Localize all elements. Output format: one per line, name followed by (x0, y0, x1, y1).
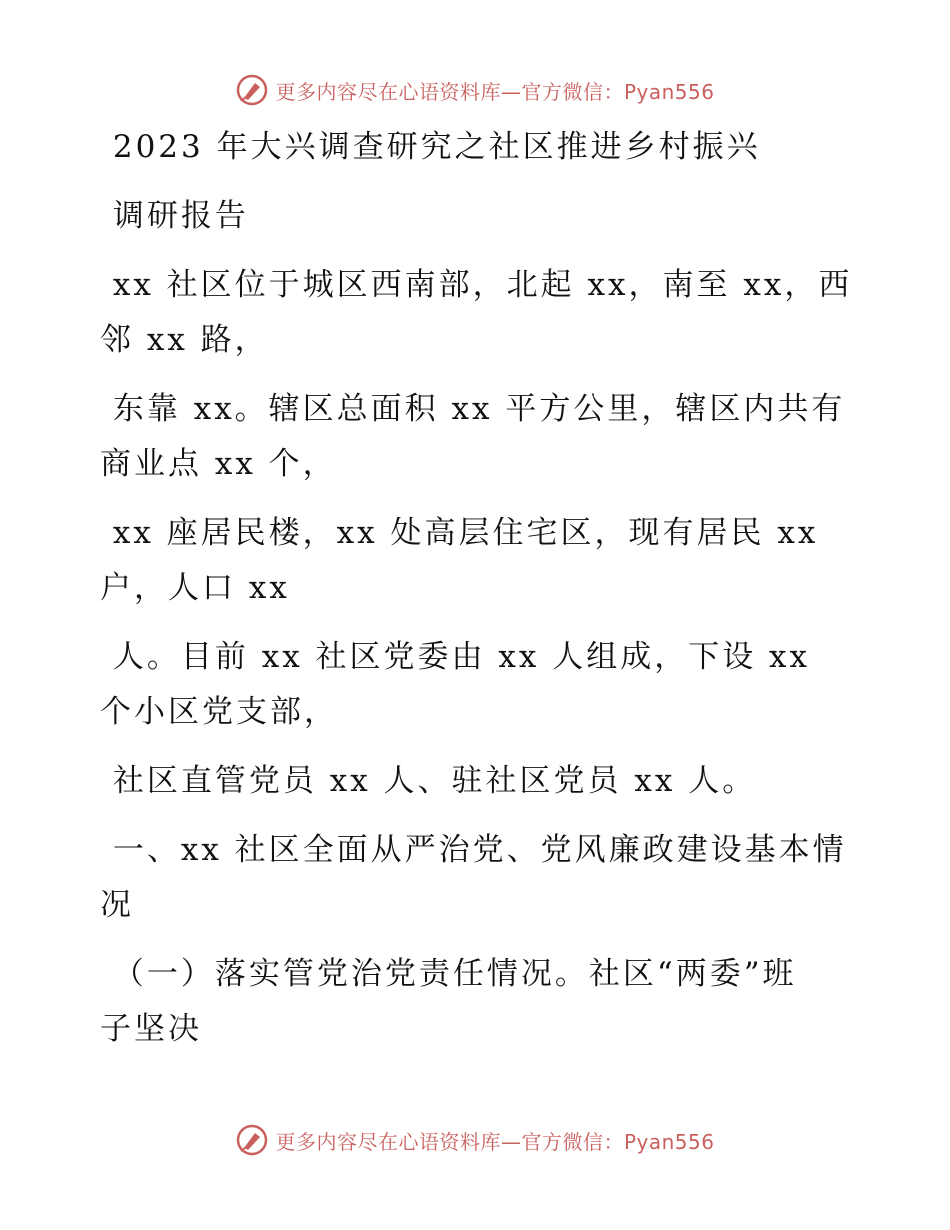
paragraph (100, 823, 860, 933)
paragraph (100, 947, 860, 1057)
paragraph-line: 人。目前 xx 社区党委由 xx 人组成，下设 xx (100, 639, 811, 675)
paragraph-line: 一、xx 社区全面从严治党、党风廉政建设基本情 (100, 832, 847, 868)
paragraph-line: 户，人口 xx (100, 570, 290, 606)
header-watermark-banner (0, 70, 950, 110)
paragraph (100, 120, 860, 175)
paragraph-line: 子坚决 (100, 1011, 202, 1047)
pen-nib-logo-icon (235, 73, 269, 107)
header-watermark-text: 更多内容尽在心语资料库—官方微信：Pyan556 (275, 79, 715, 104)
paragraph-line: 个小区党支部， (100, 694, 338, 730)
paragraph-line: xx 座居民楼，xx 处高层住宅区，现有居民 xx (100, 515, 819, 551)
paragraph-line: 2023 年大兴调查研究之社区推进乡村振兴 (100, 129, 761, 165)
paragraph-line: 邻 xx 路， (100, 322, 269, 358)
paragraph-line: 况 (100, 887, 134, 923)
paragraph (100, 382, 860, 492)
paragraph (100, 189, 860, 244)
paragraph-line: 社区直管党员 xx 人、驻社区党员 xx 人。 (100, 763, 757, 799)
paragraph (100, 258, 860, 368)
footer-watermark-text: 更多内容尽在心语资料库—官方微信：Pyan556 (275, 1129, 715, 1154)
paragraph (100, 630, 860, 740)
footer-watermark-banner (0, 1120, 950, 1160)
pen-nib-logo-icon (235, 1123, 269, 1157)
paragraph-line: 商业点 xx 个， (100, 446, 337, 482)
paragraph (100, 754, 860, 809)
document-body (100, 120, 860, 1071)
paragraph-line: 东靠 xx。辖区总面积 xx 平方公里，辖区内共有 (100, 391, 846, 427)
paragraph-line: 调研报告 (100, 198, 249, 234)
paragraph-line: （一）落实管党治党责任情况。社区“两委”班 (100, 956, 797, 992)
paragraph-line: xx 社区位于城区西南部，北起 xx，南至 xx，西 (100, 267, 853, 303)
paragraph (100, 506, 860, 616)
